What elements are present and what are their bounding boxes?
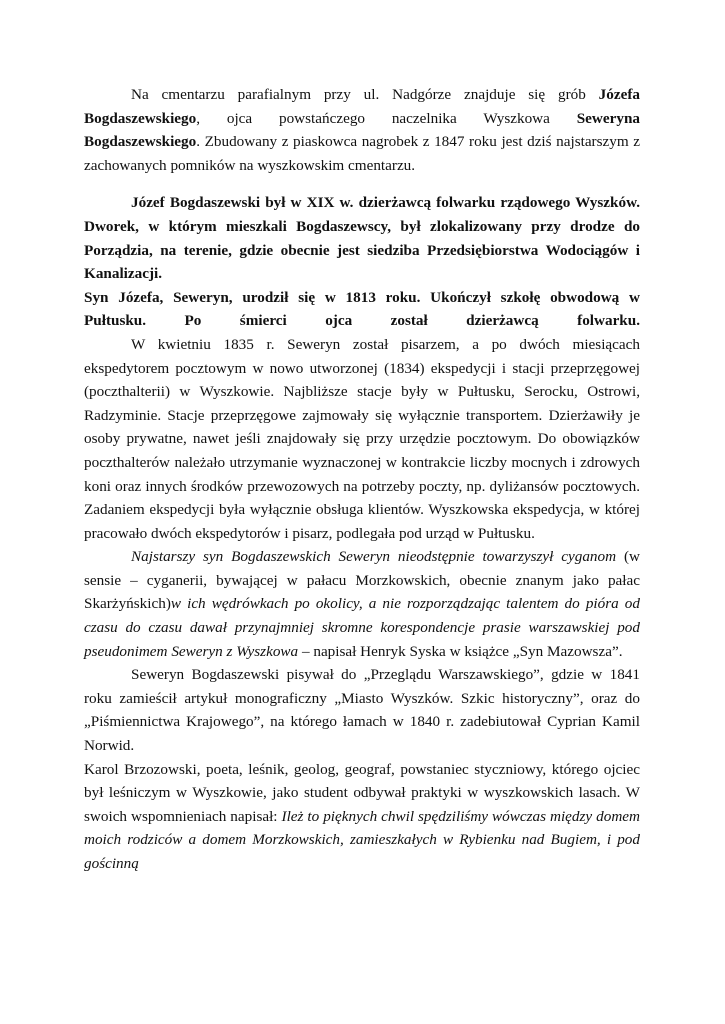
text-run: . Zbudowany z piaskowca nagrobek z 1847 roku jest dziś najstarszym z zachowanych pomników na wyszkowskim cmentarzu.	[84, 133, 640, 174]
paragraph-son: Syn Józefa, Seweryn, urodził się w 1813 roku. Ukończył szkołę obwodową w Pułtusku. Po śmierci ojca został dzierżawcą folwarku.	[84, 288, 640, 330]
paragraph-manor: Józef Bogdaszewski był w XIX w. dzierżawcą folwarku rządowego Wyszków. Dworek, w którym mieszkali Bogdaszewscy, był zlokalizowany przy drodze do Porządzia, na terenie, gdzie obecnie jest siedziba Przedsiębiorstwa Wodociągów i Kanalizacji.	[84, 194, 640, 283]
name-jozef: Józefa Bogdaszewskiego	[84, 86, 640, 127]
text-run: (w sensie – cyganerii, bywającej w pałacu Morzkowskich, obecnie znanym jako pałac Skarżyńskich)	[84, 548, 640, 613]
quote-text: Najstarszy syn Bogdaszewskich Seweryn nieodstępnie towarzyszył cyganom	[131, 548, 617, 566]
text-run: Karol Brzozowski, poeta, leśnik, geolog, geograf, powstaniec styczniowy, którego ojciec był leśniczym w Wyszkowie, jako student odbywał praktyki w wyszkowskich lasach. W swoich wspomnieniach napisał:	[84, 760, 640, 825]
document-page	[84, 83, 640, 876]
quote-text: w ich wędrówkach po okolicy, a nie rozporządzając talentem do pióra od czasu do czasu dawał przynajmniej skromne korespondencje prasie warszawskiej pod pseudonimem Seweryn z Wyszkowa	[84, 595, 640, 660]
paragraph-brzozowski	[84, 758, 640, 876]
text-run: Na cmentarzu parafialnym przy ul. Nadgórze znajduje się grób	[131, 86, 599, 103]
quote-text: Ileż to pięknych chwil spędziliśmy wówczas między domem moich rodziców a domem Morzkowskich, zamieszkałych w Rybienku nad Bugiem, i pod gościnną	[84, 807, 641, 872]
text-run: – napisał Henryk Syska w książce „Syn Mazowsza”.	[298, 642, 623, 660]
paragraph-post-office: W kwietniu 1835 r. Seweryn został pisarzem, a po dwóch miesiącach ekspedytorem pocztowym w nowo utworzonej (1834) ekspedycji i stacji przeprzęgowej (poczthalterii) w Wyszkowie. Najbliższe stacje były w Pułtusku, Serocku, Ostrowi, Radzyminie. Stacje przeprzęgowe zajmowały się wyłącznie transportem. Dzierżawiły je osoby prywatne, nawet jeśli znajdowały się przy urzędzie pocztowym. Do obowiązków poczthalterów należało utrzymanie wyznaczonej w kontrakcie liczby mocnych i zdrowych koni oraz innych środków przewozowych na potrzeby poczty, np. dyliżansów pocztowych. Zadaniem ekspedycji była wyłącznie obsługa klientów. Wyszkowska ekspedycja, w której pracowało dwóch ekspedytorów i pisarz, podlegała pod urząd w Pułtusku.	[84, 335, 640, 542]
paragraph-publications: Seweryn Bogdaszewski pisywał do „Przeglądu Warszawskiego”, gdzie w 1841 roku zamieścił artykuł monograficzny „Miasto Wyszków. Szkic historyczny”, oraz do „Piśmiennictwa Krajowego”, na którego łamach w 1840 r. zadebiutował Cyprian Kamil Norwid.	[84, 666, 640, 755]
paragraph-syska-quote	[84, 545, 640, 663]
paragraph-grave	[84, 83, 640, 177]
name-seweryn: Seweryna Bogdaszewskiego	[84, 109, 640, 151]
text-run: , ojca powstańczego naczelnika Wyszkowa	[196, 109, 577, 127]
